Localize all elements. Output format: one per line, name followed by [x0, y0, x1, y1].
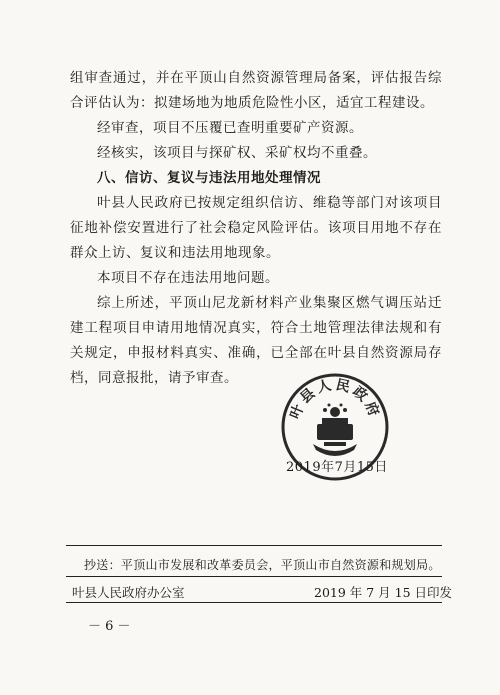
- paragraph-mineral: 经审查，项目不压覆已查明重要矿产资源。: [97, 120, 363, 136]
- issuing-office: 叶县人民政府办公室: [72, 585, 185, 600]
- signature-date: 2019年7月15日: [286, 460, 388, 475]
- paragraph-continuation: 组审查通过，并在平顶山自然资源管理局备案，评估报告综合评估认为：拟建场地为地质危险性小区，适宜工程建设。: [70, 70, 442, 111]
- svg-text:叶县人民政府: 叶县人民政府: [287, 376, 383, 422]
- divider-bottom: [66, 602, 442, 603]
- document-body: [70, 66, 442, 391]
- section-heading: 八、信访、复议与违法用地处理情况: [97, 170, 321, 186]
- divider-top: [66, 545, 442, 546]
- paragraph-mining-rights: 经核实，该项目与探矿权、采矿权均不重叠。: [97, 145, 377, 161]
- print-date: 2019 年 7 月 15 日印发: [314, 585, 453, 600]
- page-number: － 6 －: [88, 619, 131, 634]
- paragraph-conclusion: 综上所述，平顶山尼龙新材料产业集聚区燃气调压站迁建工程项目申请用地情况真实，符合土地管理法律法规和有关规定，申报材料真实、准确，已全部在叶县自然资源局存档，同意报批，请予审查。: [70, 295, 442, 386]
- divider-middle: [66, 576, 442, 577]
- paragraph-petition: 叶县人民政府已按规定组织信访、维稳等部门对该项目征地补偿安置进行了社会稳定风险评估。该项目用地不存在群众上访、复议和违法用地现象。: [70, 195, 442, 261]
- paragraph-no-illegal-use: 本项目不存在违法用地问题。: [97, 270, 279, 286]
- cc-recipients: 抄送：平顶山市发展和改革委员会，平顶山市自然资源和规划局。: [84, 558, 441, 572]
